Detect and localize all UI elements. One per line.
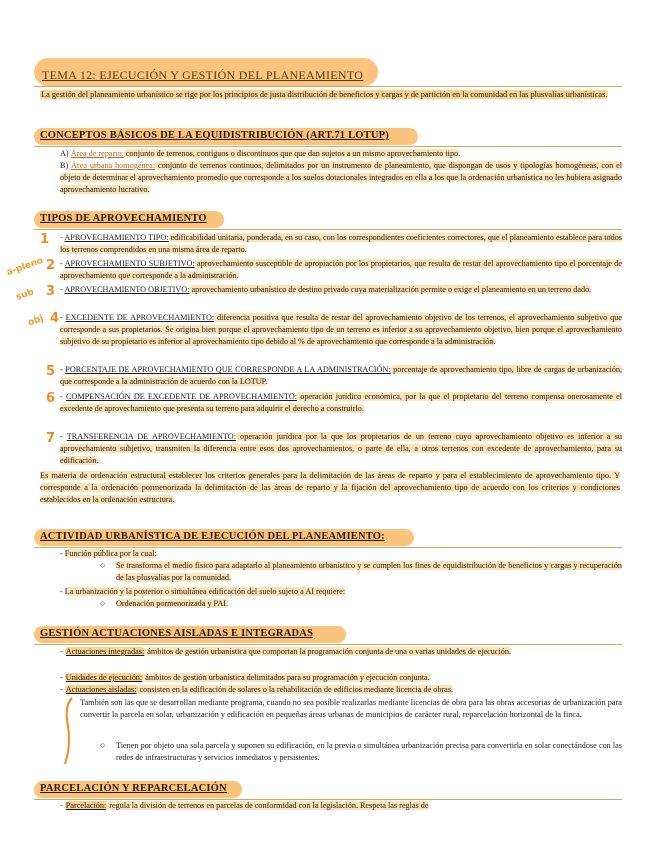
section5-heading: PARCELACIÓN Y REPARCELACIÓN bbox=[40, 783, 227, 794]
s2-item-1: - APROVECHAMIENTO TIPO: edificabilidad unitaria, ponderada, en su caso, con los correspondientes coeficientes correctores, que el planeamiento establece para todos los terrenos comprendidos en una misma área de reparto. bbox=[60, 233, 622, 254]
s2-item-6: - COMPENSACIÓN DE EXCEDENTE DE APROVECHAMIENTO: operación jurídico económica, por la que el propietario del terreno compensa onerosamente el excedente de aprovechamiento que presenta su terreno para adquirir el derecho a construirlo. bbox=[60, 392, 622, 413]
section1-rule bbox=[34, 146, 622, 147]
section3-heading: ACTIVIDAD URBANÍSTICA DE EJECUCIÓN DEL PLANEAMIENTO: bbox=[40, 531, 385, 542]
section4-heading: GESTIÓN ACTUACIONES AISLADAS E INTEGRADAS bbox=[40, 628, 314, 639]
page-title: TEMA 12: EJECUCIÓN Y GESTIÓN DEL PLANEAMIENTO bbox=[42, 68, 364, 82]
s3-sub-2: Ordenación pormenorizada y PAI. bbox=[116, 599, 229, 608]
intro-paragraph: La gestión del planeamiento urbanístico se rige por los principios de justa distribución de beneficios y cargas y de partición en la comunidad en las plusvalías urbanísticas. bbox=[41, 90, 608, 99]
scribble-c: obj bbox=[26, 313, 45, 329]
s2-item-3: - APROVECHAMIENTO OBJETIVO: aprovechamiento urbanístico de destino privado cuya materialización permite o exige el planeamiento en un terreno dado. bbox=[60, 285, 592, 294]
s2-item-2: - APROVECHAMIENTO SUBJETIVO: aprovechamiento susceptible de apropiación por los propietarios, que resulta de restar del aprovechamiento tipo el porcentaje de aprovechamiento que corresponde a la administración. bbox=[60, 259, 623, 280]
s5-item-1: - Parcelación: regula la división de terrenos en parcelas de conformidad con la legislación. Respeta las reglas de bbox=[60, 801, 429, 810]
handwritten-number-2: 2 bbox=[46, 258, 56, 273]
handwritten-number-1: 1 bbox=[40, 232, 50, 247]
handwritten-bracket bbox=[62, 696, 76, 766]
circle-bullet-icon: ○ bbox=[100, 598, 106, 608]
section2-rule bbox=[34, 229, 622, 230]
s3-sub-1: Se transforma el medio físico para adaptarlo al planeamiento urbanístico y se cumplen los fines de equidistribución de beneficios y cargas y recuperación de las plusvalías por la comunidad. bbox=[116, 561, 622, 582]
circle-bullet-icon: ○ bbox=[100, 740, 106, 750]
s4-item-2: - Unidades de ejecución: ámbitos de gestión urbanística delimitados para su programación y ejecución conjunta. bbox=[60, 673, 430, 682]
handwritten-number-4: 4 bbox=[50, 311, 60, 326]
handwritten-number-5: 5 bbox=[46, 364, 56, 379]
s1-item-b: B) Área urbana homogénea: conjunto de terrenos continuos, delimitados por un instrumento de planeamiento, que dispongan de usos y tipologías homogéneas, con el objeto de determinar el aprovechamiento promedio que corresponde a los suelos dotacionales integrados en ella a los que la ordenación urbanística no les hubiera asignado aprovechamiento lucrativo. bbox=[60, 161, 622, 194]
handwritten-number-7: 7 bbox=[46, 431, 56, 446]
handwritten-number-3: 3 bbox=[46, 284, 56, 299]
s4-item-3: - Actuaciones aisladas: consisten en la edificación de solares o la rehabilitación de edificios mediante licencia de obras. bbox=[60, 685, 454, 694]
s2-closing-paragraph: Es materia de ordenación estructural establecer los criterios generales para la delimitación de las áreas de reparto y para el establecimiento de aprovechamiento tipo. Y corresponde a la ordenación pormenorizada la delimitación de las áreas de reparto y la fijación del aprovechamiento tipo de acuerdo con los criterios y condiciones establecidos en la ordenación estructura. bbox=[40, 471, 620, 504]
s1-item-a: A) Área de reparto: conjunto de terrenos, contiguos o discontinuos que que dan sujetos a un mismo aprovechamiento tipo. bbox=[60, 149, 461, 158]
s4-sub-1: Tienen por objeto una sola parcela y suponen su edificación, en la previa o simultánea urbanización precisa para convertirla en solar conectándose con las redes de infraestructuras y servicios inmediatos y persistentes. bbox=[116, 741, 622, 762]
scribble-a: a-pleno bbox=[5, 255, 45, 279]
s4-paragraph: También son las que se desarrollan mediante programa, cuando no sea posible realizarlas mediante licencias de obra para las obras accesorias de urbanización para convertir la parcela en solar, urbanización y edificación en pequeñas áreas urbanas de municipios de carácter rural, reparcelación horizontal de la finca. bbox=[80, 698, 622, 719]
s3-bullet-2: - La urbanización y la posterior o simultánea edificación del suelo sujeto a AI requiere: bbox=[60, 587, 346, 596]
s2-item-4: - EXCEDENTE DE APROVECHAMIENTO: diferencia positiva que resulta de restar del aprovechamiento objetivo de los terrenos, el aprovechamiento subjetivo que corresponde a sus propietarios. Se origina bien porque el aprovechamiento tipo de un terreno es inferior a su aprovechamiento objetivo, bien porque el aprovechamiento subjetivo de su propietario es inferior al aprovechamiento tipo debido al % de aprovechamiento que corresponde a la administración. bbox=[60, 313, 622, 346]
section2-heading: TIPOS DE APROVECHAMIENTO bbox=[40, 213, 207, 224]
section4-rule bbox=[34, 644, 622, 645]
s2-item-7: - TRANSFERENCIA DE APROVECHAMIENTO: operación jurídica por la que los propietarios de un terreno cuyo aprovechamiento objetivo es inferior a su aprovechamiento subjetivo, transmiten la diferencia entre esos dos aprovechamientos, o parte de ella, a otros terrenos con excedente de aprovechamiento, para su edificación. bbox=[60, 432, 622, 465]
s3-bullet-1: - Función pública por la cual: bbox=[60, 549, 157, 558]
s2-item-5: - PORCENTAJE DE APROVECHAMIENTO QUE CORRESPONDE A LA ADMINISTRACIÓN: porcentaje de aprovechamiento tipo, libre de cargas de urbanización, que corresponde a la administración de acuerdo con la LOTUP. bbox=[60, 365, 622, 386]
s4-item-1: - Actuaciones integradas: ámbitos de gestión urbanística que comportan la programación conjunta de una o varias unidades de ejecución. bbox=[60, 647, 512, 656]
section1-heading: CONCEPTOS BÁSICOS DE LA EQUIDISTRIBUCIÓN (ART.71 LOTUP) bbox=[40, 130, 389, 141]
scribble-b: sub bbox=[14, 287, 36, 303]
circle-bullet-icon: ○ bbox=[100, 560, 106, 570]
title-rule bbox=[34, 86, 622, 87]
handwritten-number-6: 6 bbox=[46, 391, 56, 406]
